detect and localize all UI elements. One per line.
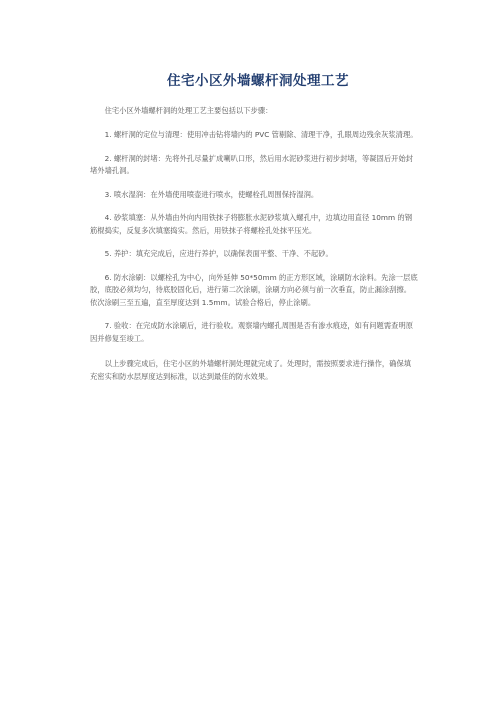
document-title: 住宅小区外墙螺杆洞处理工艺 xyxy=(167,73,349,89)
step-4-paragraph: 4. 砂浆填塞：从外墙由外向内用铁抹子将膨胀水泥砂浆填入螺孔中，边填边用直径 10mm 的钢筋棍捣实，反复多次填塞捣实。然后，用铁抹子将螺栓孔处抹平压光。 xyxy=(90,213,412,235)
step-5-paragraph: 5. 养护：填充完成后，应进行养护，以确保表面平整、干净、不起砂。 xyxy=(104,249,333,258)
step-2-paragraph: 2. 螺杆洞的封堵：先将外孔尽量扩成喇叭口形，然后用水泥砂浆进行初步封堵，等凝固后开始封堵外墙孔洞。 xyxy=(90,153,414,175)
step-1-paragraph: 1. 螺杆洞的定位与清理：使用冲击钻将墙内的 PVC 管剔除、清理干净，孔眼周边残余灰浆清理。 xyxy=(104,130,418,139)
closing-paragraph: 以上步骤完成后，住宅小区的外墙螺杆洞处理就完成了。处理时，需按照要求进行操作，确保填充密实和防水层厚度达到标准，以达到最佳的防水效果。 xyxy=(90,359,412,381)
intro-paragraph: 住宅小区外墙螺杆洞的处理工艺主要包括以下步骤： xyxy=(104,106,273,115)
step-7-paragraph: 7. 验收：在完成防水涂刷后，进行验收。观察墙内螺孔周围是否有渗水痕迹，如有问题需查明原因并修复至竣工。 xyxy=(90,321,414,343)
step-6-paragraph: 6. 防水涂刷：以螺栓孔为中心，向外延伸 50*50mm 的正方形区域，涂刷防水涂料。先涂一层底胶，底胶必须均匀，待底胶固化后，进行第二次涂刷，涂刷方向必须与前一次垂直，防止漏涂刮擦。依次涂刷三至五遍，直至厚度达到 1.5mm。试验合格后，停止涂刷。 xyxy=(90,272,418,307)
step-3-paragraph: 3. 喷水湿润：在外墙使用喷壶进行喷水，使螺栓孔周围保持湿润。 xyxy=(104,189,319,199)
